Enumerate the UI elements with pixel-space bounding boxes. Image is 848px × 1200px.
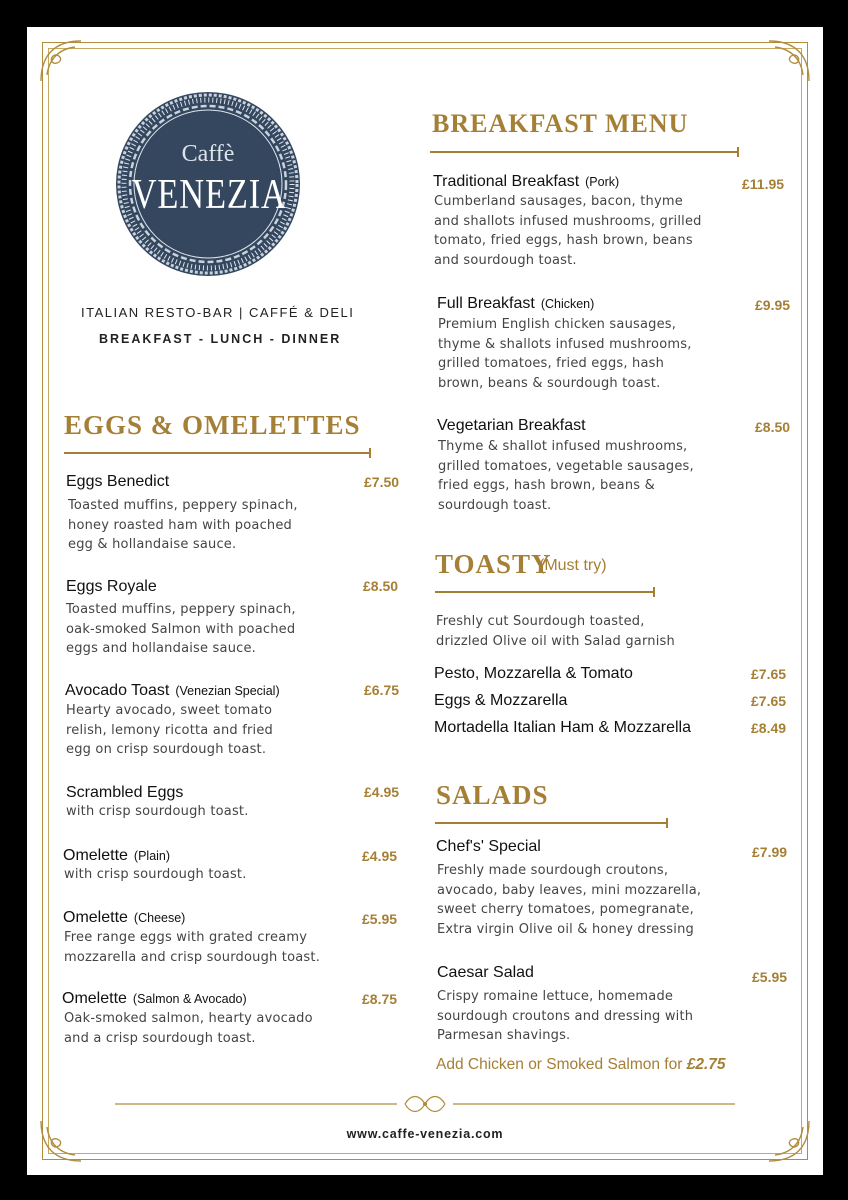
salads-item-price: £5.95 (752, 969, 788, 985)
toasty-item-price: £7.65 (751, 666, 787, 682)
services-line: BREAKFAST - LUNCH - DINNER (99, 332, 342, 346)
eggs-item-desc: Toasted muffins, peppery spinach, honey roasted ham with poached egg & hollandaise sauce. (68, 498, 298, 552)
salads-item-name: Caesar Salad (437, 964, 534, 981)
logo (115, 91, 301, 277)
toasty-item-price: £8.49 (751, 720, 787, 736)
breakfast-item-price: £11.95 (742, 176, 785, 192)
salads-addon-text: Add Chicken or Smoked Salmon for (436, 1056, 683, 1073)
eggs-item-price: £4.95 (362, 848, 398, 864)
eggs-item-desc: Toasted muffins, peppery spinach, oak-smoked Salmon with poached eggs and hollandaise sauce. (66, 602, 296, 656)
eggs-item-name: Omelette (Salmon & Avocado) (62, 990, 247, 1007)
corner-ornament-icon (763, 35, 815, 87)
eggs-section-rule (64, 452, 370, 454)
breakfast-section-rule (430, 151, 738, 153)
eggs-item-price: £6.75 (364, 682, 400, 698)
breakfast-item-name: Full Breakfast (Chicken) (437, 295, 595, 312)
toasty-subtitle: (Must try) (539, 557, 607, 574)
breakfast-item-price: £8.50 (755, 419, 791, 435)
eggs-item-name: Avocado Toast (Venezian Special) (65, 682, 280, 699)
eggs-item-price: £7.50 (364, 474, 400, 490)
breakfast-item-name: Traditional Breakfast (Pork) (433, 173, 620, 190)
toasty-item-name: Eggs & Mozzarella (434, 692, 568, 709)
eggs-item-name: Scrambled Eggs (66, 784, 184, 801)
toasty-item-price: £7.65 (751, 693, 787, 709)
website[interactable]: www.caffe-venezia.com (346, 1127, 504, 1141)
eggs-item-desc: Oak-smoked salmon, hearty avocado and a crisp sourdough toast. (64, 1011, 313, 1046)
eggs-item-desc: with crisp sourdough toast. (64, 867, 247, 882)
breakfast-item-desc: Cumberland sausages, bacon, thyme and shallots infused mushrooms, grilled tomato, fried eggs, hash brown, beans and sourdough toast. (434, 194, 702, 268)
eggs-item-name: Eggs Royale (66, 578, 157, 595)
salads-addon-price: £2.75 (686, 1056, 726, 1073)
salads-item-desc: Freshly made sourdough croutons, avocado, baby leaves, mini mozzarella, sweet cherry tomatoes, pomegranate, Extra virgin Olive oil & honey dressing (437, 863, 702, 937)
corner-ornament-icon (35, 1115, 87, 1167)
corner-ornament-icon (35, 35, 87, 87)
eggs-item-price: £8.75 (362, 991, 398, 1007)
salads-section-title: SALADS (436, 780, 549, 810)
eggs-item-desc: Hearty avocado, sweet tomato relish, lemony ricotta and fried egg on crisp sourdough toast. (66, 703, 273, 757)
breakfast-item-desc: Thyme & shallot infused mushrooms, grilled tomatoes, vegetable sausages, fried eggs, hash brown, beans & sourdough toast. (438, 439, 694, 513)
breakfast-item-name: Vegetarian Breakfast (437, 417, 586, 434)
salads-item-desc: Crispy romaine lettuce, homemade sourdough croutons and dressing with Parmesan shavings. (437, 989, 694, 1043)
breakfast-item-desc: Premium English chicken sausages, thyme & shallots infused mushrooms, grilled tomatoes, fried eggs, hash brown, beans & sourdough toast. (438, 317, 692, 391)
eggs-item-name: Omelette (Plain) (63, 847, 171, 864)
breakfast-section-title: BREAKFAST MENU (432, 109, 689, 138)
salads-section-rule (435, 822, 667, 824)
toasty-section-rule (435, 591, 654, 593)
menu-page (27, 27, 823, 1175)
eggs-item-price: £8.50 (363, 578, 399, 594)
toasty-intro: Freshly cut Sourdough toasted, drizzled Olive oil with Salad garnish (436, 614, 675, 649)
salads-item-price: £7.99 (752, 844, 788, 860)
salads-addon (436, 1056, 726, 1074)
corner-ornament-icon (763, 1115, 815, 1167)
toasty-item-name: Mortadella Italian Ham & Mozzarella (434, 719, 691, 736)
logo-big-text: VENEZIA (131, 172, 287, 218)
eggs-item-desc: Free range eggs with grated creamy mozzarella and crisp sourdough toast. (64, 930, 321, 965)
eggs-item-price: £4.95 (364, 784, 400, 800)
eggs-item-name: Omelette (Cheese) (63, 909, 186, 926)
eggs-item-price: £5.95 (362, 911, 398, 927)
toasty-item-name: Pesto, Mozzarella & Tomato (434, 665, 633, 682)
eggs-section-title: EGGS & OMELETTES (64, 410, 361, 440)
toasty-section-title: TOASTY (435, 549, 552, 579)
logo-small-text: Caffè (181, 141, 235, 167)
breakfast-item-price: £9.95 (755, 297, 791, 313)
eggs-item-desc: with crisp sourdough toast. (66, 804, 249, 819)
eggs-item-name: Eggs Benedict (66, 473, 170, 490)
salads-item-name: Chef's' Special (436, 838, 541, 855)
footer-divider-icon (115, 1091, 735, 1117)
tagline: ITALIAN RESTO-BAR | CAFFÉ & DELI (81, 305, 355, 320)
